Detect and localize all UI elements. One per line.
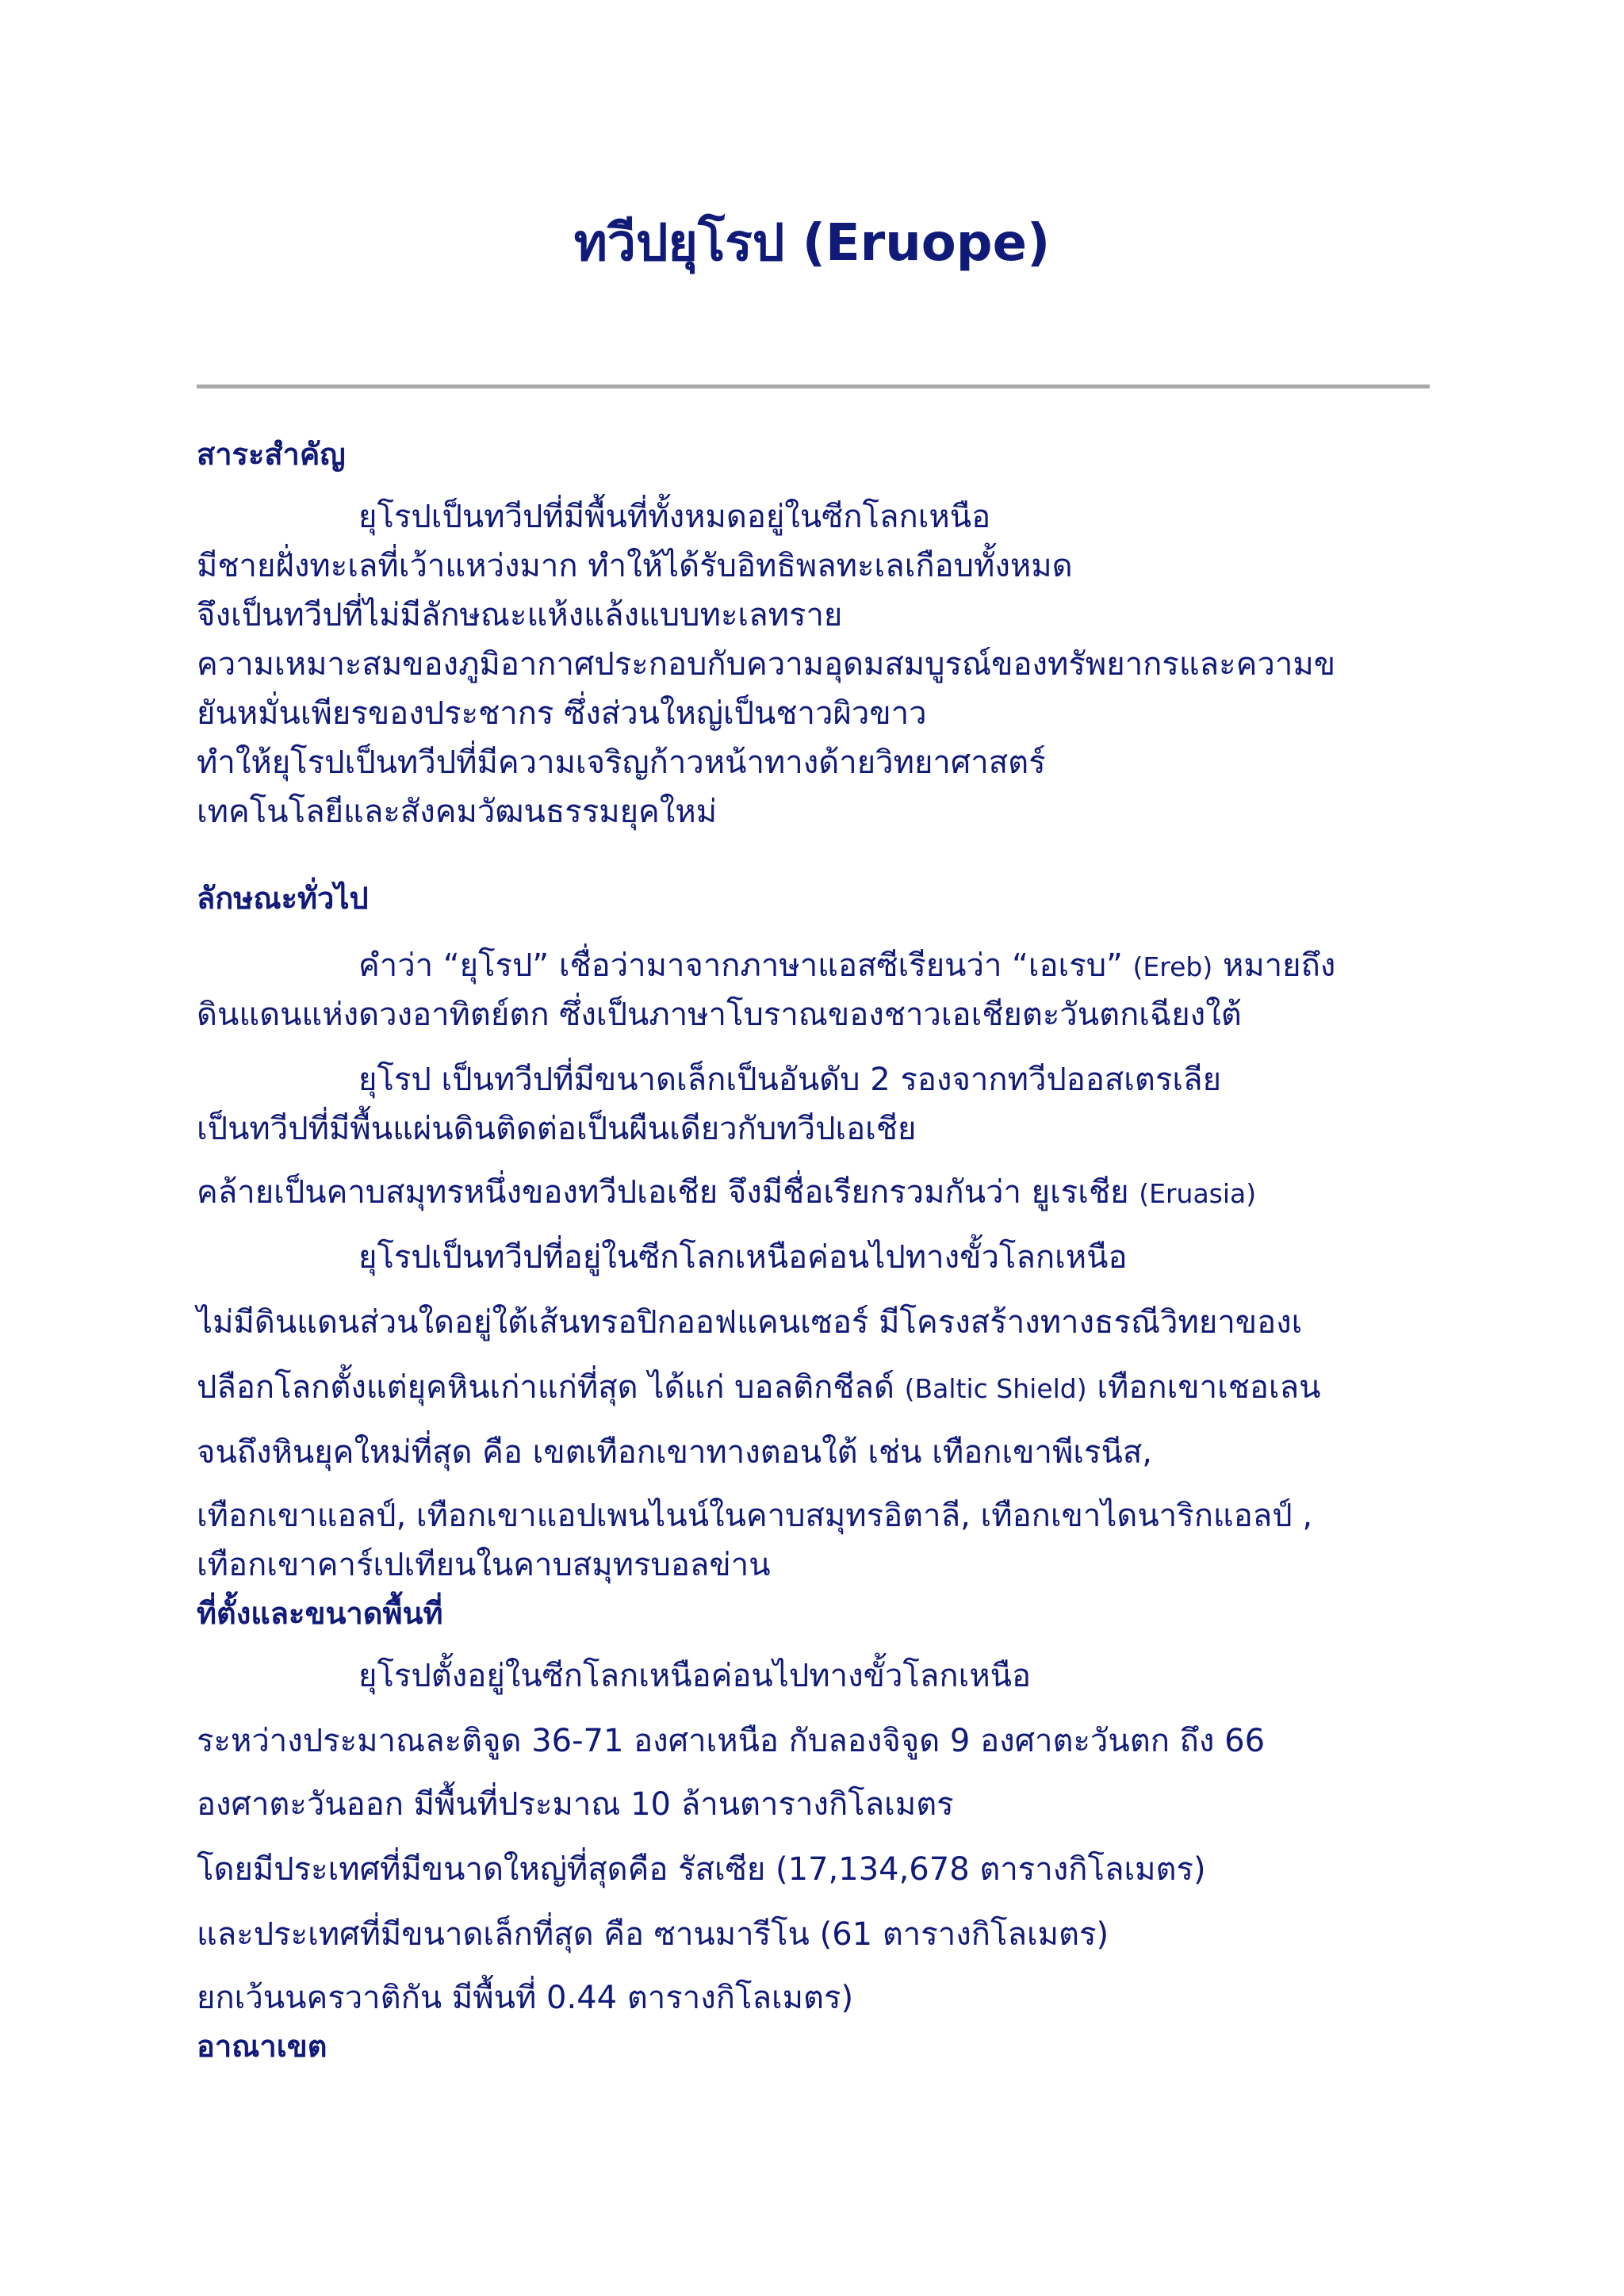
paragraph-line: ไม่มีดินแดนส่วนใดอยู่ใต้เส้นทรอปิกออฟแคนเซอร์ มีโครงสร้างทางธรณีวิทยาของเ: [197, 1304, 1303, 1341]
text-run: ปลือกโลกตั้งแต่ยุคหินเก่าแก่ที่สุด ได้แก่ บอลติกชีลด์: [197, 1369, 905, 1406]
paragraph-line: เทือกเขาคาร์เปเทียนในคาบสมุทรบอลข่าน: [197, 1547, 771, 1583]
paragraph-line: ยกเว้นนครวาติกัน มีพื้นที่ 0.44 ตารางกิโลเมตร): [197, 1980, 854, 2016]
latin-term: (Baltic Shield): [904, 1373, 1087, 1404]
paragraph-line: [358, 943, 1335, 989]
paragraph-line: [197, 1170, 1256, 1216]
paragraph-line: โดยมีประเทศที่มีขนาดใหญ่ที่สุดคือ รัสเซีย (17,134,678 ตารางกิโลเมตร): [197, 1851, 1206, 1888]
paragraph-line: ยุโรปเป็นทวีปที่อยู่ในซีกโลกเหนือค่อนไปทางขั้วโลกเหนือ: [358, 1239, 1128, 1276]
paragraph-line: ยุโรปตั้งอยู่ในซีกโลกเหนือค่อนไปทางขั้วโลกเหนือ: [358, 1658, 1032, 1694]
paragraph-line: เทือกเขาแอลป์, เทือกเขาแอปเพนไนน์ในคาบสมุทรอิตาลี, เทือกเขาไดนาริกแอลป์ ,: [197, 1498, 1313, 1534]
latin-term: (Ereb): [1132, 951, 1213, 982]
paragraph-line: เป็นทวีปที่มีพื้นแผ่นดินติดต่อเป็นผืนเดียวกับทวีปเอเชีย: [197, 1111, 917, 1147]
section-heading-general: ลักษณะทั่วไป: [197, 881, 369, 916]
text-run: เทือกเขาเชอเลน: [1086, 1369, 1321, 1406]
paragraph-line: ยันหมั่นเพียรของประชากร ซึ่งส่วนใหญ่เป็นชาวผิวขาว: [197, 695, 927, 732]
section-heading-location-size: ที่ตั้งและขนาดพื้นที่: [197, 1596, 443, 1631]
paragraph-line: [197, 1365, 1320, 1411]
title-divider: [197, 385, 1430, 388]
text-run: คำว่า “ยุโรป” เชื่อว่ามาจากภาษาแอสซีเรียนว่า “เอเรบ”: [358, 947, 1133, 984]
section-heading-key-points: สาระสำคัญ: [197, 437, 346, 472]
paragraph-line: ระหว่างประมาณละติจูด 36-71 องศาเหนือ กับลองจิจูด 9 องศาตะวันตก ถึง 66: [197, 1723, 1266, 1759]
latin-term: (Eruasia): [1139, 1178, 1257, 1209]
section-heading-boundaries: อาณาเขต: [197, 2029, 327, 2064]
paragraph-line: ทำให้ยุโรปเป็นทวีปที่มีความเจริญก้าวหน้าทางด้ายวิทยาศาสตร์: [197, 744, 1046, 781]
text-run: คล้ายเป็นคาบสมุทรหนึ่งของทวีปเอเชีย จึงมีชื่อเรียกรวมกันว่า ยูเรเชีย: [197, 1174, 1139, 1211]
paragraph-line: มีชายฝั่งทะเลที่เว้าแหว่งมาก ทำให้ได้รับอิทธิพลทะเลเกือบทั้งหมด: [197, 548, 1073, 584]
paragraph-line: เทคโนโลยีและสังคมวัฒนธรรมยุคใหม่: [197, 794, 718, 830]
paragraph-line: ยุโรปเป็นทวีปที่มีพื้นที่ทั้งหมดอยู่ในซีกโลกเหนือ: [358, 499, 991, 535]
paragraph-line: องศาตะวันออก มีพื้นที่ประมาณ 10 ล้านตารางกิโลเมตร: [197, 1786, 954, 1823]
page-title: ทวีปยุโรป (Eruope): [573, 214, 1051, 273]
paragraph-line: และประเทศที่มีขนาดเล็กที่สุด คือ ซานมารีโน (61 ตารางกิโลเมตร): [197, 1916, 1109, 1953]
paragraph-line: จึงเป็นทวีปที่ไม่มีลักษณะแห้งแล้งแบบทะเลทราย: [197, 597, 843, 633]
paragraph-line: จนถึงหินยุคใหม่ที่สุด คือ เขตเทือกเขาทางตอนใต้ เช่น เทือกเขาพีเรนีส,: [197, 1434, 1152, 1471]
text-run: หมายถึง: [1212, 947, 1336, 984]
paragraph-line: ความเหมาะสมของภูมิอากาศประกอบกับความอุดมสมบูรณ์ของทรัพยากรและความข: [197, 646, 1336, 683]
paragraph-line: ดินแดนแห่งดวงอาทิตย์ตก ซึ่งเป็นภาษาโบราณของชาวเอเชียตะวันตกเฉียงใต้: [197, 997, 1242, 1033]
paragraph-line: ยุโรป เป็นทวีปที่มีขนาดเล็กเป็นอันดับ 2 รองจากทวีปออสเตรเลีย: [358, 1062, 1222, 1098]
